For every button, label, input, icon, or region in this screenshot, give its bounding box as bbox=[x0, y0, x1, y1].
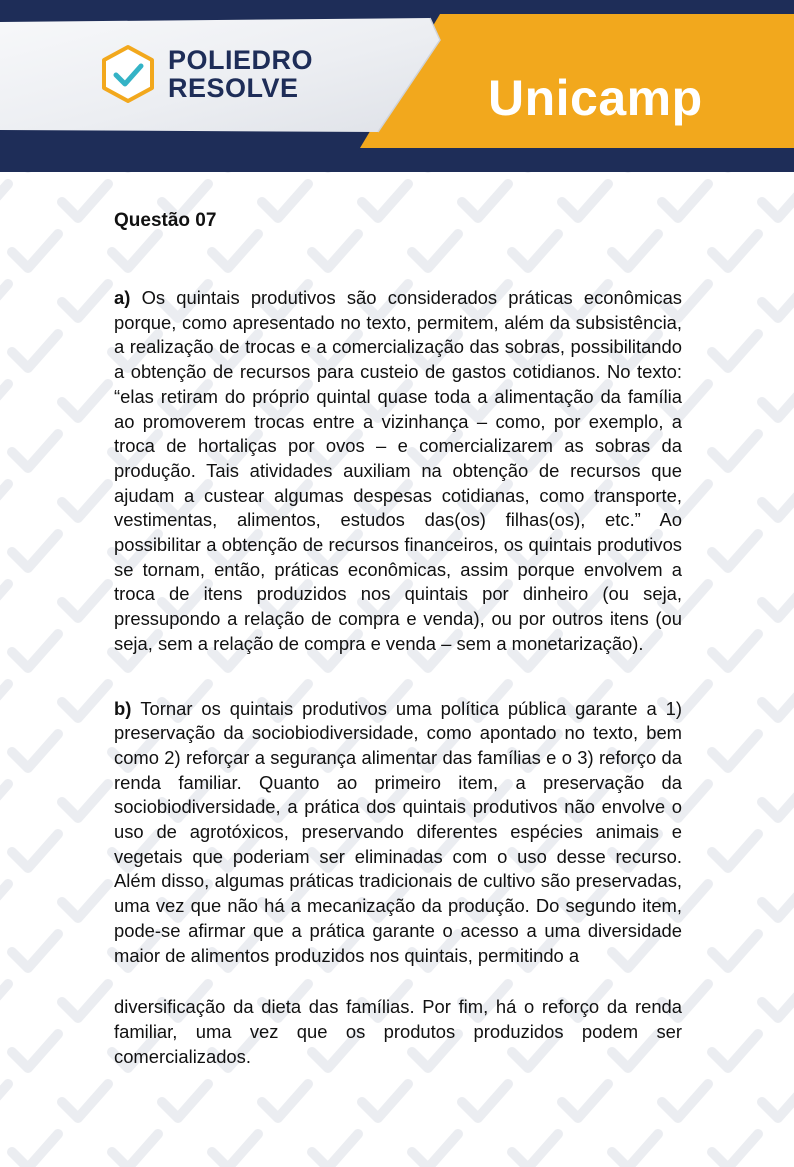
logo-text-line2: RESOLVE bbox=[168, 73, 299, 103]
checkmark-badge-icon bbox=[100, 44, 156, 104]
answer-part-b-continuation: diversificação da dieta das famílias. Por fim, há o reforço da renda familiar, uma vez que os produtos produzidos podem ser comercializados. bbox=[114, 996, 682, 1067]
logo-text-line1: POLIEDRO bbox=[168, 45, 314, 75]
question-content bbox=[114, 200, 682, 1069]
part-b-text: Tornar os quintais produtivos uma política pública garante a 1) preservação da sociobiodiversidade, como apontado no texto, bem como 2) reforçar a segurança alimentar das famílias e o 3) reforço da renda familiar. Quanto ao primeiro item, a preservação da sociobiodiversidade, a prática dos quintais produtivos não envolve o uso de agrotóxicos, preservando diferentes espécies animais e vegetais que poderiam ser eliminadas com o uso desse recurso. Além disso, algumas práticas tradicionais de cultivo são preservadas, uma vez que não há a mecanização da produção. Do segundo item, pode-se afirmar que a prática garante o acesso a uma diversidade maior de alimentos produzidos nos quintais, permitindo a bbox=[114, 697, 682, 966]
answer-part-a bbox=[114, 286, 682, 657]
poliedro-resolve-logo bbox=[100, 44, 313, 104]
part-b-label: b) bbox=[114, 697, 132, 719]
answer-part-b bbox=[114, 697, 682, 969]
part-a-label: a) bbox=[114, 287, 131, 308]
part-a-text: Os quintais produtivos são considerados práticas econômicas porque, como apresentado no texto, permitem, além da subsistência, a realização de trocas e a comercialização das sobras, possibilitando a obtenção de recursos para custeio de gastos cotidianos. No texto: “elas retiram do próprio quintal quase toda a alimentação da família ao promoverem trocas entre a vizinhança – como, por exemplo, a troca de hortaliças por ovos – e comercializarem as sobras da produção. Tais atividades auxiliam na obtenção de recursos que ajudam a custear algumas despesas cotidianas, como transporte, vestimentas, alimentos, estudos das(os) filhas(os), etc.” Ao possibilitar a obtenção de recursos financeiros, os quintais produtivos se tornam, então, práticas econômicas, assim porque envolvem a troca de itens produzidos nos quintais por dinheiro (ou seja, pressupondo a relação de compra e venda), ou por outros itens (ou seja, sem a relação de compra e venda – sem a monetarização). bbox=[114, 287, 682, 654]
question-title: Questão 07 bbox=[114, 210, 217, 231]
exam-name: Unicamp bbox=[488, 70, 703, 126]
